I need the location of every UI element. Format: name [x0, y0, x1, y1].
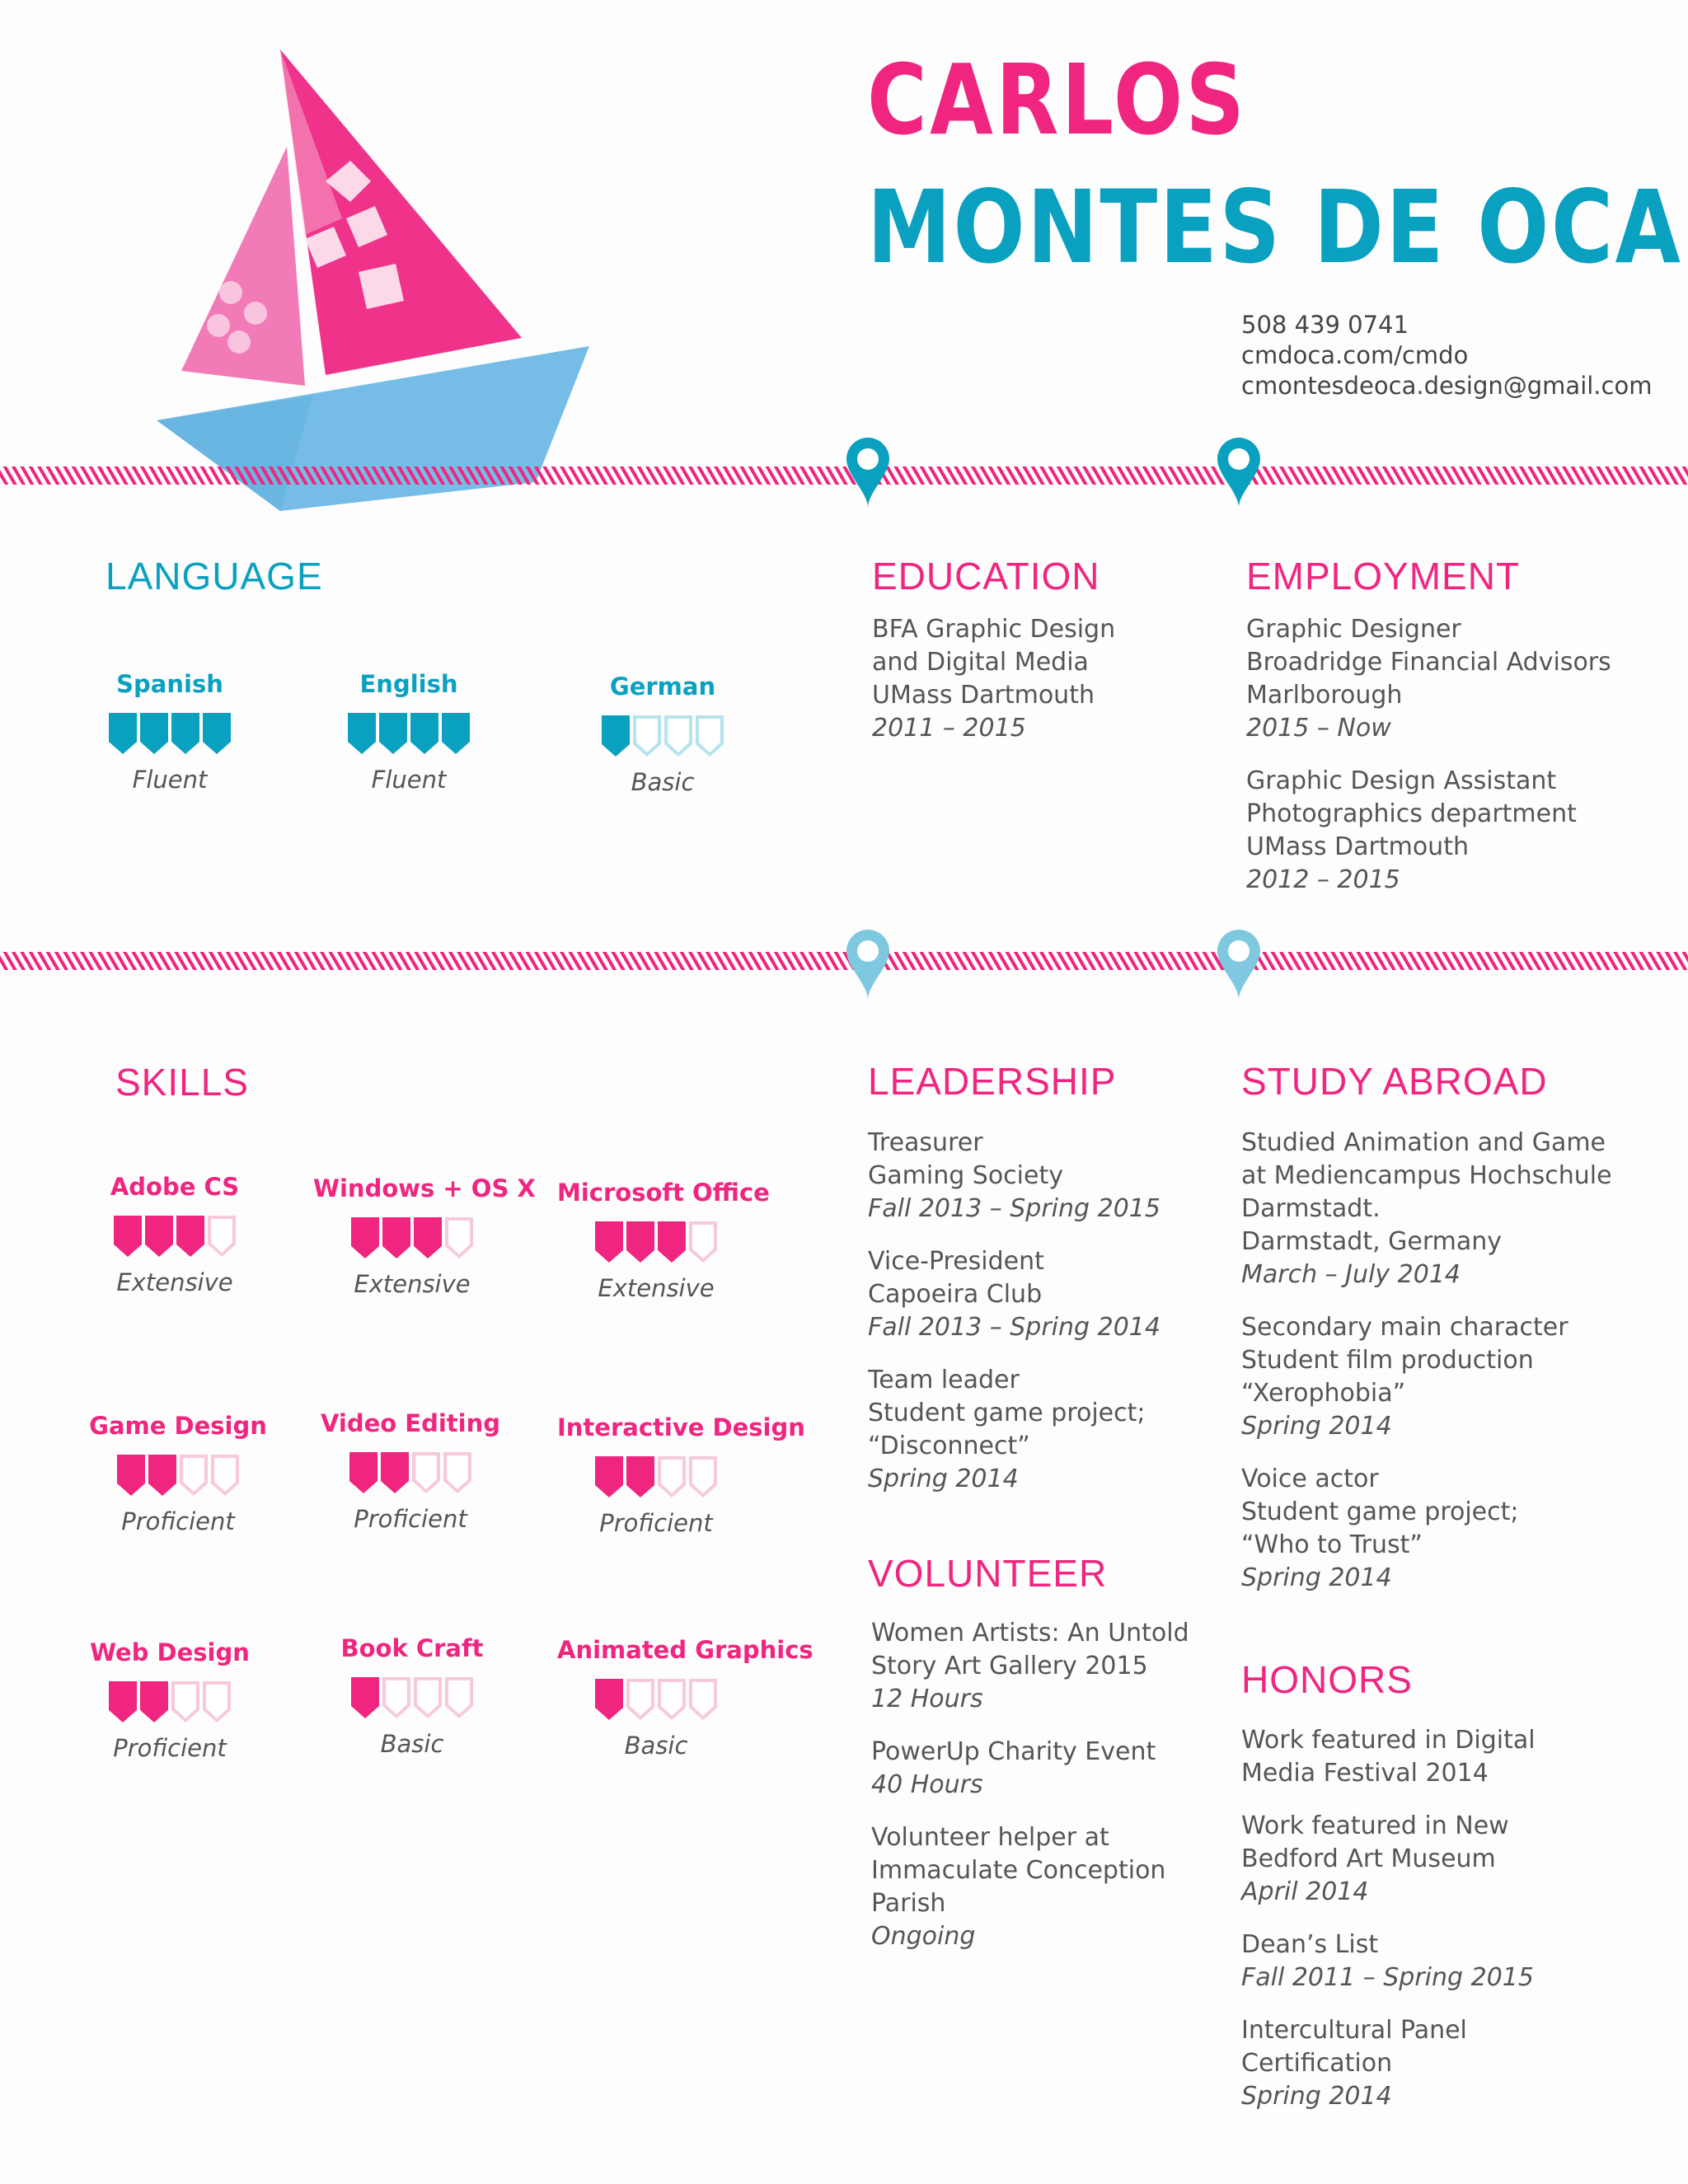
- entry-line: Treasurer: [868, 1128, 983, 1157]
- entry-line: Student game project;: [868, 1399, 1146, 1427]
- level-flag-filled: [117, 1455, 145, 1496]
- level-flag-empty: [633, 715, 661, 757]
- language-level: Fluent: [132, 766, 208, 794]
- level-flag-filled: [176, 1216, 204, 1257]
- level-flag-empty: [180, 1455, 208, 1496]
- skill-item: [312, 1409, 509, 1533]
- level-flag-filled: [595, 1679, 623, 1720]
- entry-date: Spring 2014: [1241, 2082, 1392, 2111]
- skill-name: Game Design: [89, 1412, 267, 1440]
- email-link[interactable]: cmontesdeoca.design@gmail.com: [1241, 372, 1653, 400]
- entry-item: [1241, 1463, 1670, 1595]
- level-flags: [79, 1455, 277, 1496]
- level-flag-empty: [445, 1217, 473, 1258]
- level-flag-filled: [351, 1217, 379, 1258]
- sailboat-illustration: [148, 45, 610, 515]
- skill-name: Web Design: [90, 1638, 250, 1666]
- language-heading: LANGUAGE: [106, 555, 323, 598]
- level-flags: [76, 1216, 274, 1257]
- level-flag-empty: [689, 1679, 717, 1720]
- level-flag-filled: [382, 1217, 410, 1258]
- entry-line: Certification: [1241, 2049, 1393, 2078]
- language-name: English: [359, 670, 458, 698]
- entry-line: BFA Graphic Design: [872, 615, 1116, 644]
- entry-line: Voice actor: [1241, 1465, 1379, 1493]
- level-flag-filled: [626, 1221, 654, 1263]
- level-flag-empty: [203, 1681, 231, 1722]
- level-flags: [71, 1681, 269, 1722]
- website-link[interactable]: cmdoca.com/cmdo: [1241, 341, 1469, 369]
- entry-line: at Mediencampus Hochschule: [1241, 1161, 1612, 1190]
- level-flag-empty: [658, 1679, 686, 1720]
- volunteer-heading: VOLUNTEER: [868, 1552, 1108, 1595]
- entry-date: 2015 – Now: [1246, 714, 1391, 743]
- entry-line: Media Festival 2014: [1241, 1759, 1489, 1788]
- level-flag-empty: [443, 1452, 471, 1493]
- entry-line: PowerUp Charity Event: [871, 1737, 1156, 1766]
- entry-line: Story Art Gallery 2015: [871, 1652, 1148, 1680]
- education-heading: EDUCATION: [872, 555, 1100, 598]
- entry-item: [871, 1736, 1217, 1802]
- entry-line: Darmstadt.: [1241, 1194, 1381, 1223]
- level-flag-filled: [109, 713, 137, 754]
- level-flag-empty: [664, 715, 692, 757]
- level-flag-filled: [602, 715, 630, 757]
- level-flag-filled: [203, 713, 231, 754]
- entry-item: [872, 613, 1218, 745]
- entry-line: Student film production: [1241, 1346, 1534, 1375]
- entry-line: Intercultural Panel: [1241, 2016, 1467, 2045]
- entry-item: [1246, 765, 1675, 897]
- entry-line: UMass Dartmouth: [1246, 832, 1469, 861]
- entry-date: April 2014: [1241, 1877, 1369, 1906]
- entry-date: 12 Hours: [871, 1685, 983, 1713]
- level-flag-filled: [348, 713, 376, 754]
- level-flag-filled: [140, 713, 168, 754]
- entry-item: [1241, 1724, 1670, 1790]
- education-list: [872, 613, 1218, 745]
- level-flag-filled: [595, 1221, 623, 1263]
- entry-line: Women Artists: An Untold: [871, 1619, 1189, 1647]
- level-flag-filled: [414, 1217, 442, 1258]
- skill-name: Animated Graphics: [557, 1636, 814, 1664]
- entry-line: Studied Animation and Game: [1241, 1128, 1606, 1157]
- level-flags: [557, 1456, 755, 1497]
- entry-date: Fall 2013 – Spring 2015: [868, 1194, 1160, 1223]
- skill-level: Proficient: [354, 1505, 467, 1533]
- level-flag-filled: [148, 1455, 176, 1496]
- skill-item: [557, 1179, 770, 1302]
- skill-name: Book Craft: [340, 1634, 484, 1662]
- level-flag-empty: [412, 1452, 440, 1493]
- entry-item: [1241, 2014, 1670, 2113]
- skill-level: Extensive: [598, 1274, 715, 1302]
- skill-level: Extensive: [116, 1268, 233, 1296]
- entry-line: Bedford Art Museum: [1241, 1844, 1496, 1873]
- skill-name: Windows + OS X: [313, 1174, 536, 1202]
- entry-line: Volunteer helper at: [871, 1823, 1109, 1852]
- entry-line: Graphic Design Assistant: [1246, 766, 1557, 795]
- level-flags: [71, 713, 269, 754]
- entry-item: [1241, 1127, 1670, 1291]
- study-abroad-heading: STUDY ABROAD: [1241, 1060, 1548, 1103]
- entry-line: Immaculate Conception: [871, 1856, 1166, 1885]
- skill-name: Adobe CS: [110, 1173, 240, 1201]
- entry-line: Work featured in Digital: [1241, 1726, 1536, 1755]
- skill-item: [313, 1634, 511, 1758]
- skill-name: Interactive Design: [557, 1413, 805, 1441]
- skill-item: [71, 1638, 269, 1762]
- map-pin-icon: [1215, 927, 1263, 1001]
- level-flag-empty: [626, 1679, 654, 1720]
- map-pin-icon: [844, 435, 892, 509]
- level-flag-empty: [658, 1456, 686, 1497]
- level-flag-filled: [595, 1456, 623, 1497]
- level-flag-filled: [109, 1681, 137, 1722]
- entry-line: Capoeira Club: [868, 1280, 1043, 1309]
- entry-line: Secondary main character: [1241, 1313, 1568, 1342]
- skills-heading: SKILLS: [115, 1061, 249, 1104]
- entry-line: Gaming Society: [868, 1161, 1063, 1190]
- language-item-german: [564, 673, 762, 796]
- entry-item: [868, 1245, 1214, 1344]
- entry-line: Team leader: [868, 1366, 1020, 1394]
- entry-line: UMass Dartmouth: [872, 681, 1095, 710]
- skill-name: Microsoft Office: [557, 1179, 770, 1207]
- skill-item: [79, 1412, 277, 1535]
- entry-line: Photographics department: [1246, 799, 1577, 828]
- level-flag-filled: [351, 1677, 379, 1718]
- level-flag-empty: [445, 1677, 473, 1718]
- level-flag-empty: [689, 1456, 717, 1497]
- entry-line: “Who to Trust”: [1241, 1530, 1423, 1559]
- level-flags: [564, 715, 762, 757]
- level-flag-filled: [626, 1456, 654, 1497]
- level-flags: [312, 1452, 509, 1493]
- map-pin-icon: [1215, 435, 1263, 509]
- skill-name: Video Editing: [320, 1409, 501, 1437]
- first-name: CARLOS: [867, 43, 1248, 157]
- skill-level: Extensive: [354, 1270, 471, 1298]
- skill-item: [76, 1173, 274, 1296]
- entry-date: 2011 – 2015: [872, 714, 1026, 743]
- entry-item: [1246, 613, 1675, 745]
- language-level: Fluent: [371, 766, 447, 794]
- contact-info: [1241, 310, 1652, 401]
- volunteer-list: [871, 1617, 1217, 1953]
- entry-line: Student game project;: [1241, 1497, 1519, 1526]
- entry-line: Graphic Designer: [1246, 615, 1461, 644]
- entry-item: [871, 1821, 1217, 1953]
- level-flag-filled: [145, 1216, 173, 1257]
- level-flag-filled: [442, 713, 470, 754]
- entry-item: [1241, 1311, 1670, 1443]
- level-flag-empty: [689, 1221, 717, 1263]
- level-flag-filled: [658, 1221, 686, 1263]
- language-level: Basic: [631, 768, 695, 796]
- language-name: Spanish: [116, 670, 223, 698]
- entry-line: Broadridge Financial Advisors: [1246, 648, 1611, 677]
- level-flag-empty: [208, 1216, 236, 1257]
- entry-date: Spring 2014: [1241, 1563, 1392, 1592]
- entry-item: [1241, 1810, 1670, 1909]
- entry-item: [1241, 1929, 1670, 1994]
- study-abroad-list: [1241, 1127, 1670, 1595]
- entry-date: Fall 2011 – Spring 2015: [1241, 1963, 1534, 1992]
- level-flag-empty: [171, 1681, 199, 1722]
- skill-item: [557, 1636, 814, 1760]
- level-flags: [557, 1679, 755, 1720]
- map-pin-icon: [844, 927, 892, 1001]
- entry-line: “Disconnect”: [868, 1432, 1030, 1460]
- language-item-spanish: [71, 670, 269, 794]
- entry-item: [868, 1364, 1214, 1496]
- level-flag-filled: [114, 1216, 142, 1257]
- entry-line: Parish: [871, 1889, 946, 1918]
- level-flag-empty: [211, 1455, 239, 1496]
- entry-line: Dean’s List: [1241, 1930, 1379, 1959]
- skill-item: [557, 1413, 805, 1537]
- last-name: MONTES DE OCA: [867, 169, 1683, 286]
- entry-line: Vice-President: [868, 1247, 1044, 1276]
- skill-level: Proficient: [599, 1509, 713, 1537]
- employment-heading: EMPLOYMENT: [1246, 555, 1521, 598]
- entry-date: 40 Hours: [871, 1770, 983, 1799]
- entry-item: [871, 1617, 1217, 1716]
- entry-date: March – July 2014: [1241, 1260, 1461, 1289]
- entry-item: [868, 1127, 1214, 1226]
- entry-date: 2012 – 2015: [1246, 865, 1400, 894]
- level-flag-filled: [381, 1452, 409, 1493]
- level-flags: [313, 1677, 511, 1718]
- entry-date: Ongoing: [871, 1922, 976, 1951]
- skill-level: Basic: [380, 1730, 444, 1758]
- phone-number: 508 439 0741: [1241, 311, 1409, 339]
- leadership-heading: LEADERSHIP: [868, 1060, 1117, 1103]
- level-flag-filled: [171, 713, 199, 754]
- level-flags: [557, 1221, 755, 1263]
- entry-line: Darmstadt, Germany: [1241, 1227, 1503, 1256]
- level-flags: [310, 713, 508, 754]
- entry-line: and Digital Media: [872, 648, 1089, 677]
- leadership-list: [868, 1127, 1214, 1496]
- level-flag-filled: [349, 1452, 377, 1493]
- entry-date: Fall 2013 – Spring 2014: [868, 1313, 1160, 1342]
- level-flag-filled: [410, 713, 438, 754]
- employment-list: [1246, 613, 1675, 897]
- level-flag-filled: [379, 713, 407, 754]
- entry-line: Marlborough: [1246, 681, 1403, 710]
- honors-list: [1241, 1724, 1670, 2113]
- level-flag-filled: [140, 1681, 168, 1722]
- skill-level: Proficient: [113, 1734, 227, 1762]
- skill-level: Basic: [624, 1732, 688, 1760]
- skill-level: Proficient: [121, 1507, 235, 1535]
- language-item-english: [310, 670, 508, 794]
- entry-date: Spring 2014: [868, 1465, 1019, 1493]
- skill-item: [313, 1174, 536, 1298]
- entry-line: Work featured in New: [1241, 1811, 1509, 1840]
- level-flag-empty: [696, 715, 724, 757]
- language-name: German: [609, 673, 716, 701]
- honors-heading: HONORS: [1241, 1658, 1413, 1701]
- entry-line: “Xerophobia”: [1241, 1379, 1406, 1408]
- level-flag-empty: [414, 1677, 442, 1718]
- level-flag-empty: [382, 1677, 410, 1718]
- level-flags: [313, 1217, 511, 1258]
- entry-date: Spring 2014: [1241, 1412, 1392, 1441]
